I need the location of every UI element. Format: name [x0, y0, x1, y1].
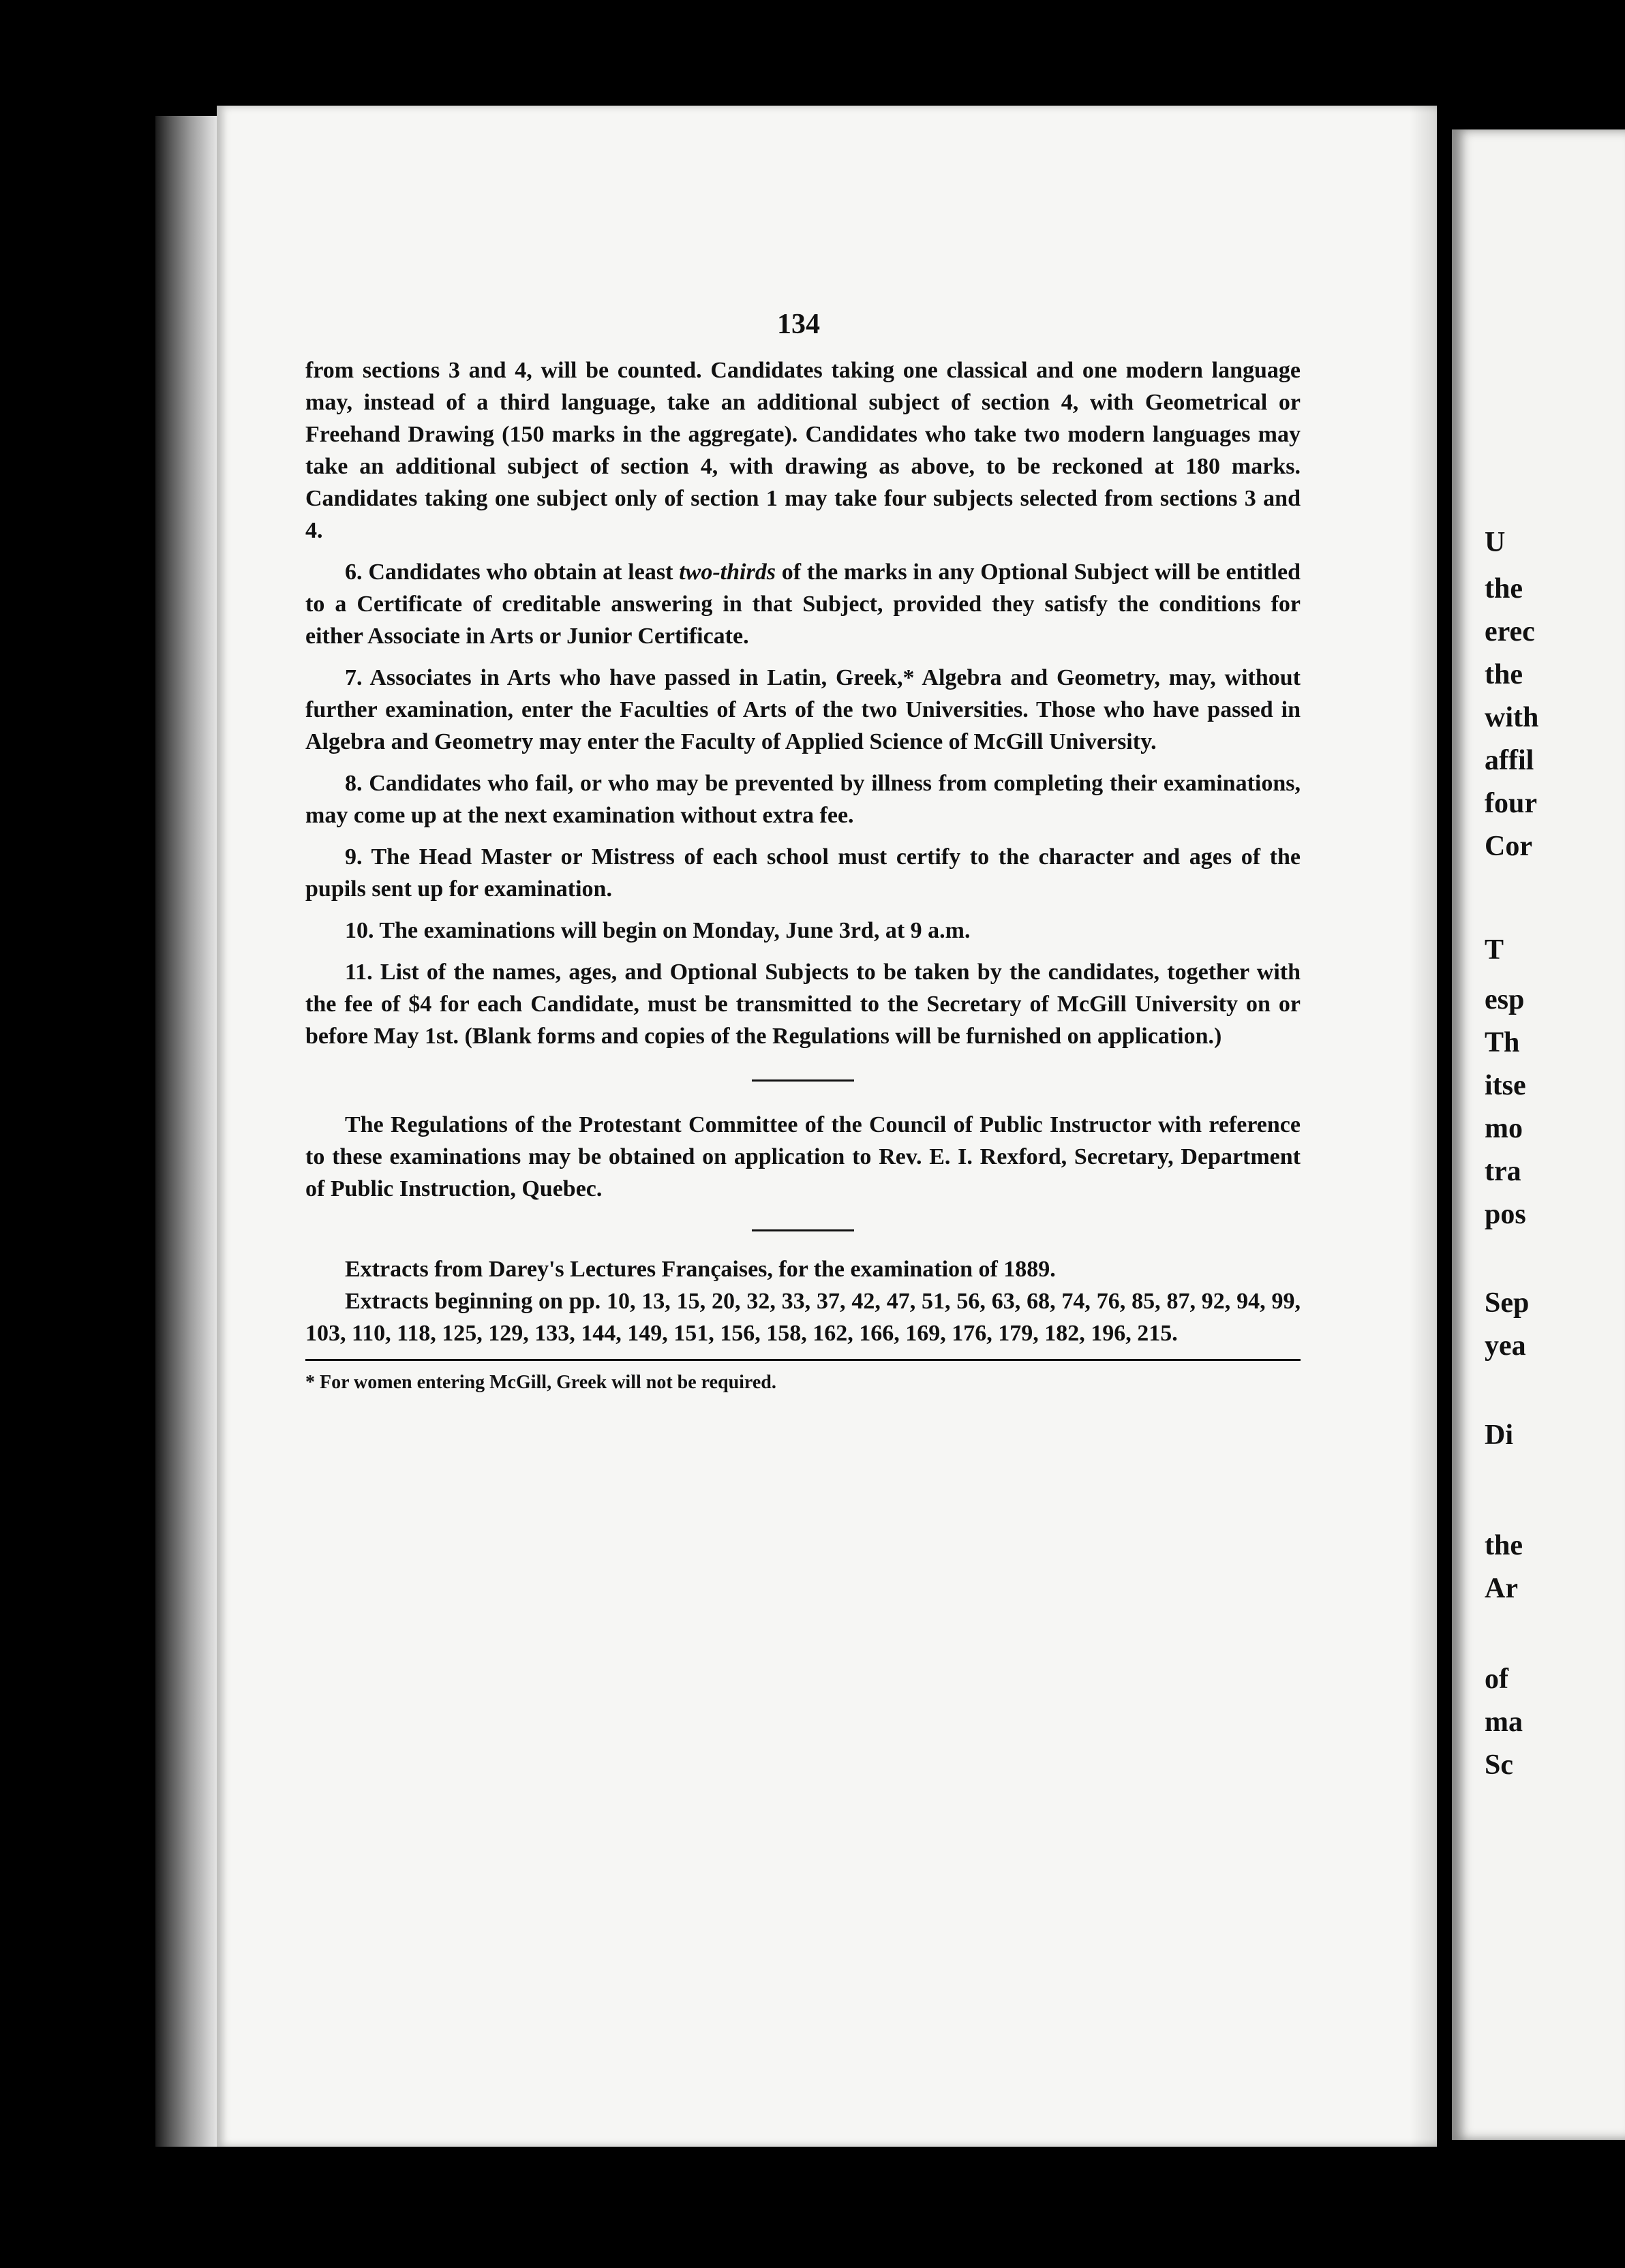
right-page-fragment: Sep — [1485, 1287, 1530, 1319]
right-page-fragment: the — [1485, 659, 1523, 690]
paragraph-6-emphasis: two-thirds — [679, 560, 776, 585]
right-page-fragment: four — [1485, 788, 1537, 819]
extracts-title: Extracts from Darey's Lectures Françaises, for the examination of 1889. — [345, 1257, 1056, 1282]
right-page-fragment: esp — [1485, 984, 1525, 1015]
right-page-fragment: T — [1485, 934, 1504, 966]
right-page-fragment: pos — [1485, 1199, 1526, 1230]
right-page-fragment: itse — [1485, 1070, 1526, 1101]
footnote: * For women entering McGill, Greek will not be required. — [305, 1372, 776, 1393]
right-page-fragment: with — [1485, 702, 1539, 733]
right-page-fragment: the — [1485, 1530, 1523, 1561]
book-spine — [155, 116, 218, 2147]
extracts-pages: Extracts beginning on pp. 10, 13, 15, 20, 32, 33, 37, 42, 47, 51, 56, 63, 68, 74, 76, 85, 87, 92, 94, 99, 103, 110, 118, 125, 129, 133, 144, 149, 151, 156, 158, 162, 166, 169, 176, 179, 182, 196, 215. — [305, 1289, 1301, 1346]
paragraph-6-before: 6. Candidates who obtain at least — [345, 560, 680, 585]
right-page-fragment: mo — [1485, 1113, 1523, 1144]
right-page-fragment: Sc — [1485, 1749, 1513, 1781]
gutter-shadow — [1410, 106, 1437, 2147]
right-page-fragment: affil — [1485, 745, 1534, 776]
paragraph-continued: from sections 3 and 4, will be counted. Candidates taking one classical and one modern language may, instead of a third language, take an additional subject of section 4, with Geometrical or Freehand Drawing (150 marks in the aggregate). Candidates who take two modern languages may take an additional subject of section 4, with drawing as above, to be reckoned at 180 marks. Candidates taking one subject only of section 1 may take four subjects selected from sections 3 and 4. — [305, 358, 1301, 543]
paragraph-8: 8. Candidates who fail, or who may be prevented by illness from completing their examinations, may come up at the next examination without extra fee. — [305, 771, 1301, 828]
right-page-fragment: U — [1485, 527, 1506, 558]
footnote-rule — [305, 1359, 1301, 1361]
right-page-fragment: Th — [1485, 1027, 1520, 1058]
paragraph-10: 10. The examinations will begin on Monday, June 3rd, at 9 a.m. — [345, 918, 971, 943]
paragraph-7: 7. Associates in Arts who have passed in Latin, Greek,* Algebra and Geometry, may, without further examination, enter the Faculties of Arts of the two Universities. Those who have passed in Algebra and Geometry may enter the Faculty of Applied Science of McGill University. — [305, 665, 1301, 754]
right-page-fragment: erec — [1485, 616, 1535, 647]
page-text — [305, 354, 1301, 1396]
right-page-edge — [1452, 129, 1625, 2140]
paragraph-9: 9. The Head Master or Mistress of each school must certify to the character and ages of the pupils sent up for examination. — [305, 844, 1301, 902]
separator-rule-2 — [752, 1229, 854, 1231]
paragraph-6-after: of the marks in any Optional Subject will be entitled to a Certificate of creditable answering in that Subject, provided they satisfy the conditions for either Associate in Arts or Junior Certificate. — [305, 560, 1301, 649]
right-page-fragment: of — [1485, 1664, 1508, 1695]
right-page-fragment: the — [1485, 573, 1523, 604]
separator-rule-1 — [752, 1079, 854, 1082]
right-page-fragment: yea — [1485, 1330, 1526, 1362]
right-page-fragment: ma — [1485, 1706, 1523, 1738]
paragraph-11: 11. List of the names, ages, and Optional Subjects to be taken by the candidates, together with the fee of $4 for each Candidate, must be transmitted to the Secretary of McGill University on or before May 1st. (Blank forms and copies of the Regulations will be furnished on application.) — [305, 960, 1301, 1049]
right-page-fragment: Di — [1485, 1420, 1513, 1451]
regulations-notice: The Regulations of the Protestant Committee of the Council of Public Instructor with reference to these examinations may be obtained on application to Rev. E. I. Rexford, Secretary, Department of Public Instruction, Quebec. — [305, 1112, 1301, 1201]
right-page-fragment: tra — [1485, 1156, 1521, 1187]
page-number: 134 — [777, 309, 820, 340]
paragraph-6 — [305, 556, 1301, 652]
right-page-fragment: Cor — [1485, 831, 1532, 862]
right-page-fragment: Ar — [1485, 1573, 1518, 1604]
